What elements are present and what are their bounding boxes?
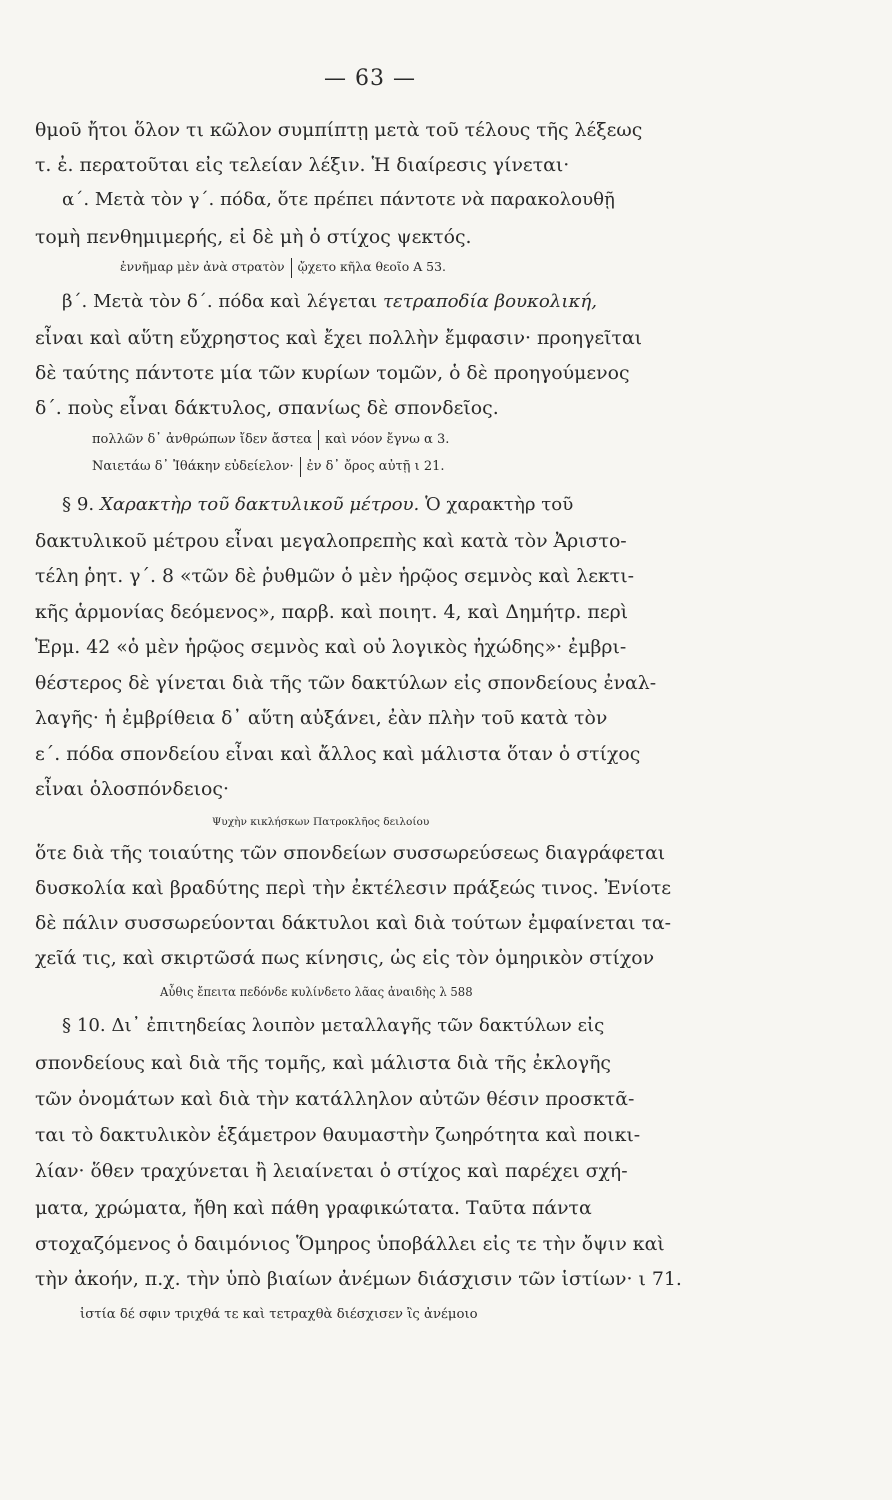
quote-line: Αὖθις ἔπειτα πεδόνδε κυλίνδετο λᾶας ἀναιδὴς λ 588 — [160, 985, 473, 999]
quote-line — [92, 455, 892, 479]
text-line: δὲ πάλιν συσσωρεύονται δάκτυλοι καὶ διὰ τούτων ἐμφαίνεται τα- — [35, 912, 672, 934]
text-line: τέλη ῥητ. γ΄. 8 «τῶν δὲ ῥυθμῶν ὁ μὲν ἡρῷος σεμνὸς καὶ λεκτι- — [35, 565, 634, 587]
text-line: θμοῦ ἤτοι ὅλον τι κῶλον συμπίπτῃ μετὰ τοῦ τέλους τῆς λέξεως — [35, 119, 643, 141]
text-line: ματα, χρώματα, ἤθη καὶ πάθη γραφικώτατα. Ταῦτα πάντα — [35, 1197, 592, 1219]
text-line: στοχαζόμενος ὁ δαιμόνιος Ὅμηρος ὑποβάλλει εἰς τε τὴν ὄψιν καὶ — [35, 1233, 665, 1255]
caesura-bar — [300, 457, 301, 477]
text-line: α΄. Μετὰ τὸν γ΄. πόδα, ὅτε πρέπει πάντοτε νὰ παρακολουθῇ — [62, 189, 615, 210]
text-line: ται τὸ δακτυλικὸν ἑξάμετρον θαυμαστὴν ζωηρότητα καὶ ποικι- — [35, 1124, 641, 1146]
text-line: τῶν ὀνομάτων καὶ διὰ τὴν κατάλληλον αὐτῶν θέσιν προσκτᾶ- — [35, 1088, 635, 1110]
quote-part: ἐν δ᾽ ὄρος αὐτῇ ι 21. — [306, 459, 445, 474]
text-line: ὅτε διὰ τῆς τοιαύτης τῶν σπονδείων συσσωρεύσεως διαγράφεται — [35, 842, 666, 864]
text-line: σπονδείους καὶ διὰ τῆς τομῆς, καὶ μάλιστα διὰ τῆς ἐκλογῆς — [35, 1052, 611, 1074]
text-line: κῆς ἁρμονίας δεόμενος», παρβ. καὶ ποιητ. 4, καὶ Δημήτρ. περὶ — [35, 601, 629, 623]
text-part: Ὁ χαρακτὴρ τοῦ — [425, 494, 574, 515]
text-line: Ἑρμ. 42 «ὁ μὲν ἡρῷος σεμνὸς καὶ οὐ λογικὸς ἠχώδης»· ἐμβρι- — [35, 636, 627, 658]
text-line: λαγῆς· ἡ ἐμβρίθεια δ᾽ αὕτη αὐξάνει, ἐὰν πλὴν τοῦ κατὰ τὸν — [35, 707, 608, 729]
caesura-bar — [318, 430, 319, 450]
text-line: εἶναι ὁλοσπόνδειος· — [35, 778, 229, 800]
quote-line: Ψυχὴν κικλήσκων Πατροκλῆος δειλοίου — [212, 816, 430, 828]
text-line: δ΄. ποὺς εἶναι δάκτυλος, σπανίως δὲ σπονδεῖος. — [35, 397, 499, 419]
text-line: χεῖά τις, καὶ σκιρτῶσά πως κίνησις, ὡς εἰς τὸν ὁμηρικὸν στίχον — [35, 947, 655, 969]
quote-part: Ναιετάω δ᾽ Ἰθάκην εὐδείελον· — [92, 459, 294, 474]
text-line: τ. ἐ. περατοῦται εἰς τελείαν λέξιν. Ἡ διαίρεσις γίνεται· — [35, 154, 570, 176]
text-line: § 10. Δι᾽ ἐπιτηδείας λοιπὸν μεταλλαγῆς τῶν δακτύλων εἰς — [62, 1015, 605, 1036]
quote-line — [120, 255, 892, 279]
section-mark: § 9. — [62, 494, 95, 515]
section-9-line — [62, 490, 892, 520]
caesura-bar — [291, 258, 292, 278]
text-line: λίαν· ὅθεν τραχύνεται ἢ λειαίνεται ὁ στίχος καὶ παρέχει σχή- — [35, 1160, 628, 1182]
text-line: δυσκολία καὶ βραδύτης περὶ τὴν ἐκτέλεσιν πράξεώς τινος. Ἐνίοτε — [35, 877, 672, 899]
quote-part: ἐννῆμαρ μὲν ἀνὰ στρατὸν — [120, 259, 285, 274]
italic-term: τετραποδία βουκολική, — [382, 291, 597, 312]
quote-part: ᾤχετο κῆλα θεοῖο Α 53. — [297, 259, 446, 274]
quote-line: ἱστία δέ σφιν τριχθά τε καὶ τετραχθὰ διέσχισεν ἲς ἀνέμοιο — [80, 1307, 478, 1322]
text-line: δακτυλικοῦ μέτρου εἶναι μεγαλοπρεπὴς καὶ κατὰ τὸν Ἀριστο- — [35, 530, 627, 552]
text-line: δὲ ταύτης πάντοτε μία τῶν κυρίων τομῶν, ὁ δὲ προηγούμενος — [35, 362, 630, 384]
text-line: τομὴ πενθημιμερής, εἰ δὲ μὴ ὁ στίχος ψεκτός. — [35, 226, 472, 248]
text-line: τὴν ἀκοήν, π.χ. τὴν ὑπὸ βιαίων ἀνέμων διάσχισιν τῶν ἱστίων· ι 71. — [35, 1268, 682, 1290]
section-heading: Χαρακτὴρ τοῦ δακτυλικοῦ μέτρου. — [99, 494, 420, 515]
quote-part: πολλῶν δ᾽ ἀνθρώπων ἴδεν ἄστεα — [92, 432, 312, 447]
quote-line — [92, 428, 892, 452]
page-number: — 63 — — [324, 66, 416, 91]
text-line: ε΄. πόδα σπονδείου εἶναι καὶ ἄλλος καὶ μάλιστα ὅταν ὁ στίχος — [35, 743, 641, 765]
text-part: β΄. Μετὰ τὸν δ΄. πόδα καὶ λέγεται — [62, 291, 378, 312]
quote-part: καὶ νόον ἔγνω α 3. — [324, 432, 450, 447]
text-line: θέστερος δὲ γίνεται διὰ τῆς τῶν δακτύλων εἰς σπονδείους ἐναλ- — [35, 672, 657, 694]
text-line: εἶναι καὶ αὕτη εὔχρηστος καὶ ἔχει πολλὴν ἔμφασιν· προηγεῖται — [35, 327, 643, 349]
text-line — [62, 287, 892, 317]
